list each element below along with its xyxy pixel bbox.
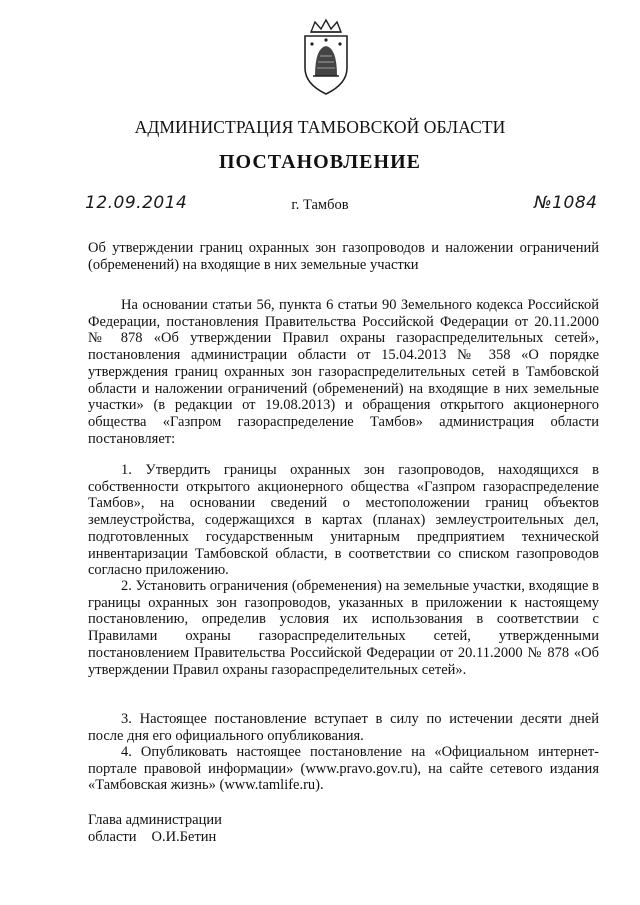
- organization-name: АДМИНИСТРАЦИЯ ТАМБОВСКОЙ ОБЛАСТИ: [134, 117, 506, 137]
- signatory-name: О.И.Бетин: [151, 829, 217, 845]
- signature-title: Глава администрации: [88, 812, 222, 828]
- document-type: ПОСТАНОВЛЕНИЕ: [219, 151, 421, 173]
- clause-1: 1. Утвердить границы охранных зон газопроводов, находящихся в собственности открытого акционерного общества «Газпром газораспределение Тамбов», на основании сведений о местоположении границ объектов землеустройства, содержащихся в картах (планах) землеустроительных дел, подготовленных государственным унитарным предприятием технической инвентаризации Тамбовской области, в соответствии со списком газопроводов согласно приложению.: [88, 462, 599, 579]
- city: г. Тамбов: [291, 197, 349, 213]
- clause-2: 2. Установить ограничения (обременения) на земельные участки, входящие в границы охранных зон газопроводов, указанных в приложении к настоящему постановлению, определив условия их использования в соответствии с Правилами охраны газораспределительных сетей, утвержденными постановлением Правительства Российской Федерации от 20.11.2000 № 878 «Об утверждении Правил охраны газораспределительных сетей».: [88, 578, 599, 678]
- clause-4: 4. Опубликовать настоящее постановление на «Официальном интернет-портале правовой информации» (www.pravo.gov.ru), на сайте сетевого издания «Тамбовская жизнь» (www.tamlife.ru).: [88, 744, 599, 794]
- coat-of-arms-icon: [295, 18, 357, 98]
- handwritten-date: 12.09.2014: [85, 193, 188, 213]
- signature-region: области: [88, 829, 137, 845]
- handwritten-number: №1084: [534, 193, 598, 213]
- clause-3: 3. Настоящее постановление вступает в силу по истечении десяти дней после дня его официального опубликования.: [88, 711, 599, 744]
- preamble-paragraph: На основании статьи 56, пункта 6 статьи 90 Земельного кодекса Российской Федерации, постановления Правительства Российской Федерации от 20.11.2000 № 878 «Об утверждении Правил охраны газораспределительных сетей», постановления администрации области от 15.04.2013 № 358 «О порядке утверждения границ охранных зон газораспределительных сетей в Тамбовской области и наложении ограничений (обременений) на входящие в них земельные участки» (в редакции от 19.08.2013) и обращения открытого акционерного общества «Газпром газораспределение Тамбов» администрация области постановляет:: [88, 297, 599, 447]
- signature-line: [88, 829, 216, 846]
- document-title: Об утверждении границ охранных зон газопроводов и наложении ограничений (обременений) на входящие в них земельные участки: [88, 240, 599, 273]
